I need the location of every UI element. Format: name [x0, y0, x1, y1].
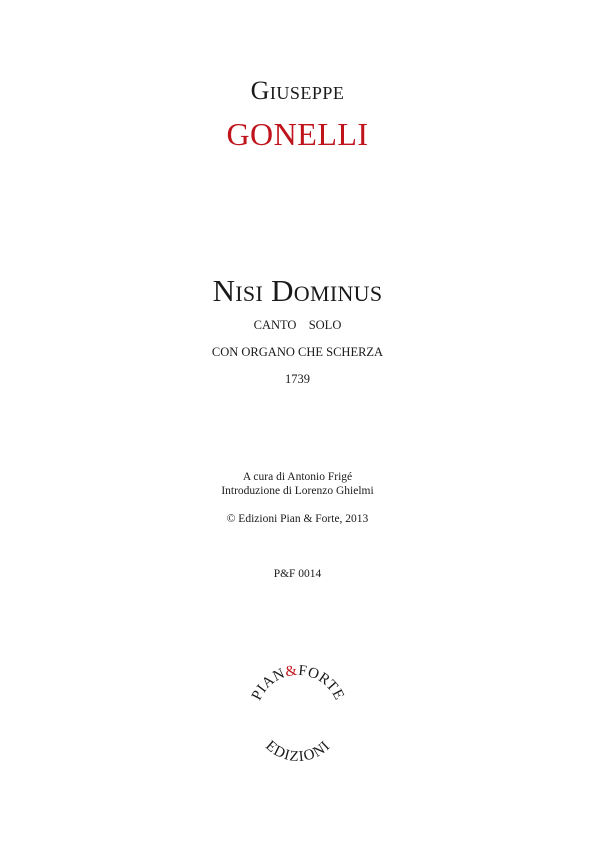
subtitle-line-2: CON ORGANO CHE SCHERZA: [211, 345, 384, 359]
logo-text-edizioni: EDIZIONI: [262, 737, 334, 766]
composer-last-name: GONELLI: [226, 116, 369, 152]
svg-text:EDIZIONI: [262, 738, 334, 766]
composition-year: 1739: [285, 372, 310, 386]
publisher-logo: [245, 663, 351, 769]
logo-text-pian: PIAN: [248, 665, 288, 703]
logo-text-forte: FORTE: [297, 663, 348, 703]
work-title: Nisi Dominus: [212, 273, 383, 308]
copyright-notice: © Edizioni Pian & Forte, 2013: [226, 513, 369, 525]
introduction-credit: Introduzione di Lorenzo Ghielmi: [221, 485, 374, 497]
svg-text:PIAN&FORTE: [249, 663, 347, 703]
catalog-number: P&F 0014: [273, 568, 322, 580]
composer-first-name: Giuseppe: [250, 76, 345, 105]
publisher-logo-seal: [245, 663, 351, 769]
subtitle-line-1: CANTO SOLO: [253, 318, 342, 332]
editor-credit: A cura di Antonio Frigé: [242, 471, 353, 483]
logo-text-amp: &: [284, 663, 299, 681]
